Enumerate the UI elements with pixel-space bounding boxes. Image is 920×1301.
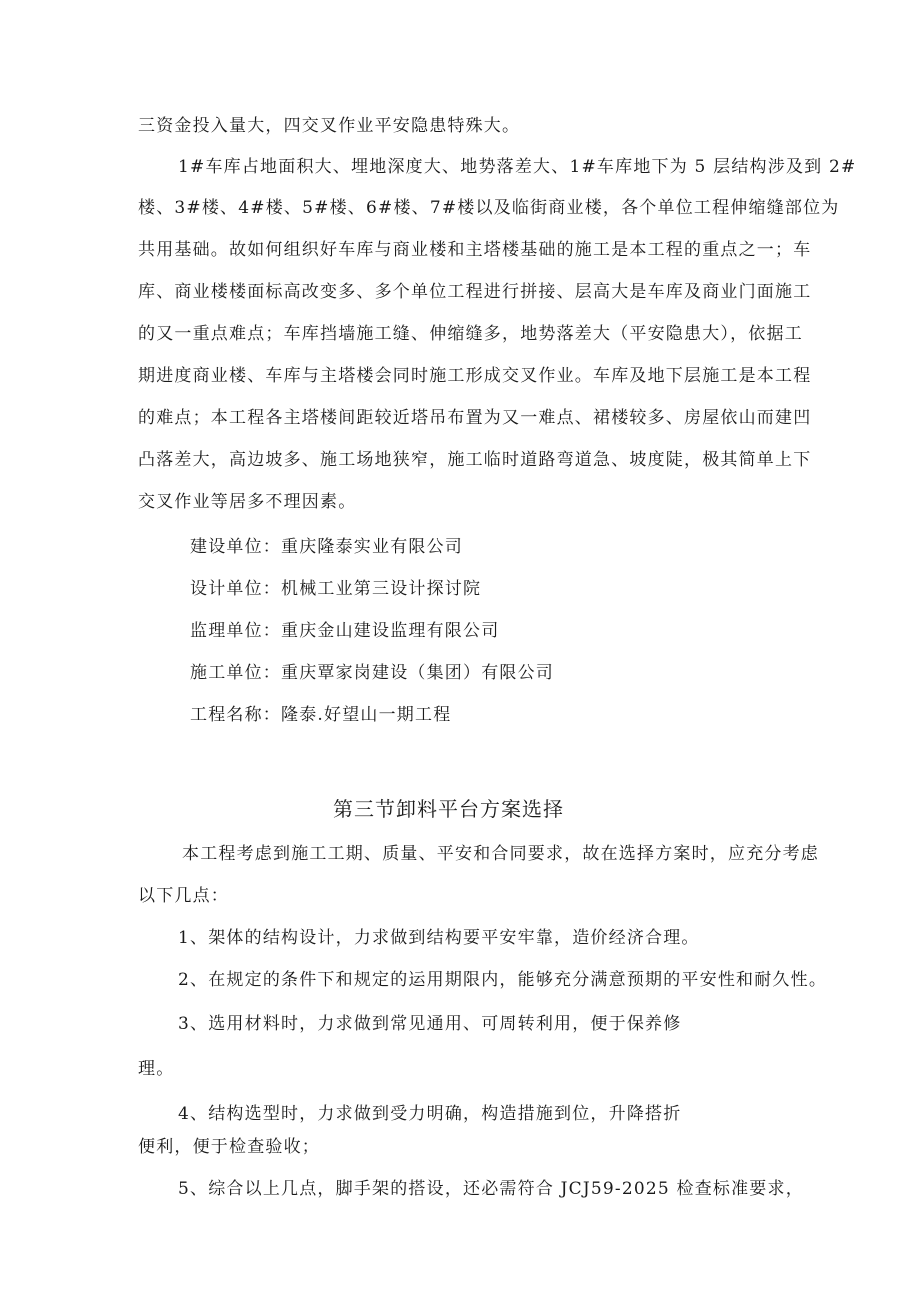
section-intro-line: 本工程考虑到施工工期、质量、平安和合同要求，故在选择方案时，应充分考虑 — [182, 844, 819, 864]
intro-tail-line: 三资金投入量大，四交叉作业平安隐患特殊大。 — [138, 116, 521, 136]
section-intro-line: 以下几点： — [138, 886, 229, 906]
point-1: 1、架体的结构设计，力求做到结构要平安牢靠，造价经济合理。 — [178, 928, 700, 948]
point-4-cont: 便利，便于检查验收； — [138, 1137, 320, 1157]
construction-unit: 建设单位：重庆隆泰实业有限公司 — [190, 537, 463, 557]
paragraph-line: 共用基础。故如何组织好车库与商业楼和主塔楼基础的施工是本工程的重点之一；车 — [138, 240, 812, 260]
supervision-unit: 监理单位：重庆金山建设监理有限公司 — [190, 621, 500, 641]
paragraph-line: 交叉作业等居多不理因素。 — [138, 492, 357, 512]
paragraph-line: 1#车库占地面积大、埋地深度大、地势落差大、1#车库地下为 5 层结构涉及到 2# — [178, 157, 857, 177]
paragraph-line: 期进度商业楼、车库与主塔楼会同时施工形成交叉作业。车库及地下层施工是本工程 — [138, 366, 812, 386]
point-5: 5、综合以上几点，脚手架的搭设，还必需符合 JCJ59-2025 检查标准要求， — [178, 1179, 804, 1199]
point-4: 4、结构选型时，力求做到受力明确，构造措施到位，升降搭折 — [178, 1104, 682, 1124]
point-2: 2、在规定的条件下和规定的运用期限内，能够充分满意预期的平安性和耐久性。 — [178, 970, 828, 990]
section-title: 第三节卸料平台方案选择 — [333, 797, 564, 821]
contractor-unit: 施工单位：重庆覃家岗建设（集团）有限公司 — [190, 663, 554, 683]
design-unit: 设计单位：机械工业第三设计探讨院 — [190, 579, 482, 599]
paragraph-line: 的难点；本工程各主塔楼间距较近塔吊布置为又一难点、裙楼较多、房屋依山而建凹 — [138, 408, 812, 428]
point-3: 3、选用材料时，力求做到常见通用、可周转利用，便于保养修 — [178, 1014, 682, 1034]
paragraph-line: 凸落差大，高边坡多、施工场地狭窄，施工临时道路弯道急、坡度陡，极其简单上下 — [138, 450, 812, 470]
paragraph-line: 的又一重点难点；车库挡墙施工缝、伸缩缝多，地势落差大（平安隐患大），依据工 — [138, 324, 803, 344]
project-name: 工程名称：隆泰.好望山一期工程 — [190, 705, 452, 725]
paragraph-line: 楼、3#楼、4#楼、5#楼、6#楼、7#楼以及临街商业楼，各个单位工程伸缩缝部位为 — [138, 198, 840, 218]
paragraph-line: 库、商业楼楼面标高改变多、多个单位工程进行拼接、层高大是车库及商业门面施工 — [138, 282, 812, 302]
point-3-cont: 理。 — [138, 1059, 175, 1079]
